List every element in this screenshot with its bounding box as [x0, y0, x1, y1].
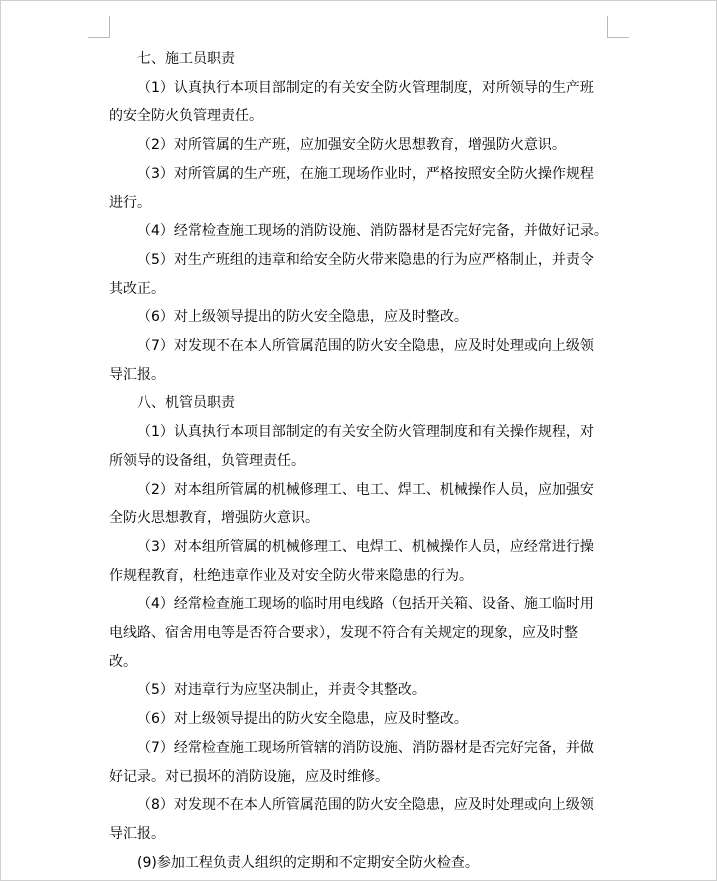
- line: 好记录。对已损坏的消防设施，应及时维修。: [109, 768, 389, 785]
- line: （7）对发现不在本人所管属范围的防火安全隐患，应及时处理或向上级领: [137, 338, 594, 355]
- line: （4）经常检查施工现场的消防设施、消防器材是否完好完备，并做好记录。: [137, 223, 608, 240]
- line: 进行。: [109, 194, 151, 211]
- paragraph: [109, 418, 609, 475]
- line: 所领导的设备组，负管理责任。: [109, 452, 305, 469]
- paragraph: [109, 303, 609, 332]
- line: 的安全防火负管理责任。: [109, 108, 263, 125]
- paragraph: [109, 676, 609, 705]
- paragraph: [109, 160, 609, 217]
- document-body[interactable]: [109, 45, 609, 877]
- line: （4）经常检查施工现场的临时用电线路（包括开关箱、设备、施工临时用: [137, 596, 594, 613]
- paragraph: [109, 590, 609, 676]
- paragraph: [109, 849, 609, 878]
- section-heading-machine-manager: 八、机管员职责: [137, 395, 235, 412]
- line: 导汇报。: [109, 366, 165, 383]
- paragraph: [109, 476, 609, 533]
- line: （5）对违章行为应坚决制止，并责令其整改。: [137, 682, 426, 699]
- line: 其改正。: [109, 280, 165, 297]
- line: 改。: [109, 653, 137, 670]
- line: （1）认真执行本项目部制定的有关安全防火管理制度和有关操作规程，对: [137, 424, 594, 441]
- paragraph: [109, 246, 609, 303]
- paragraph: [109, 705, 609, 734]
- paragraph: [109, 74, 609, 131]
- paragraph: [109, 332, 609, 389]
- line: （8）对发现不在本人所管属范围的防火安全隐患，应及时处理或向上级领: [137, 797, 594, 814]
- paragraph: [109, 734, 609, 791]
- crop-mark-top-left: [88, 16, 110, 38]
- crop-mark-top-right: [607, 16, 629, 38]
- paragraph: [109, 791, 609, 848]
- paragraph: [109, 217, 609, 246]
- line: (9)参加工程负责人组织的定期和不定期安全防火检查。: [137, 854, 479, 871]
- line: （7）经常检查施工现场所管辖的消防设施、消防器材是否完好完备，并做: [137, 739, 594, 756]
- line: （1）认真执行本项目部制定的有关安全防火管理制度，对所领导的生产班: [137, 79, 594, 96]
- line: （3）对本组所管属的机械修理工、电焊工、机械操作人员，应经常进行操: [137, 538, 594, 555]
- line: （6）对上级领导提出的防火安全隐患，应及时整改。: [137, 711, 468, 728]
- line: 全防火思想教育，增强防火意识。: [109, 510, 319, 527]
- line: （2）对所管属的生产班，应加强安全防火思想教育，增强防火意识。: [137, 137, 566, 154]
- line: （2）对本组所管属的机械修理工、电工、焊工、机械操作人员，应加强安: [137, 481, 594, 498]
- line: （6）对上级领导提出的防火安全隐患，应及时整改。: [137, 309, 468, 326]
- paragraph: [109, 131, 609, 160]
- section-heading-construction-worker: 七、施工员职责: [137, 51, 235, 67]
- line: 电线路、宿舍用电等是否符合要求），发现不符合有关规定的现象，应及时整: [109, 625, 578, 642]
- line: 导汇报。: [109, 825, 165, 842]
- line: （5）对生产班组的违章和给安全防火带来隐患的行为应严格制止，并责令: [137, 251, 594, 268]
- paragraph: [109, 533, 609, 590]
- line: （3）对所管属的生产班，在施工现场作业时，严格按照安全防火操作规程: [137, 165, 594, 182]
- line: 作规程教育，杜绝违章作业及对安全防火带来隐患的行为。: [109, 567, 473, 584]
